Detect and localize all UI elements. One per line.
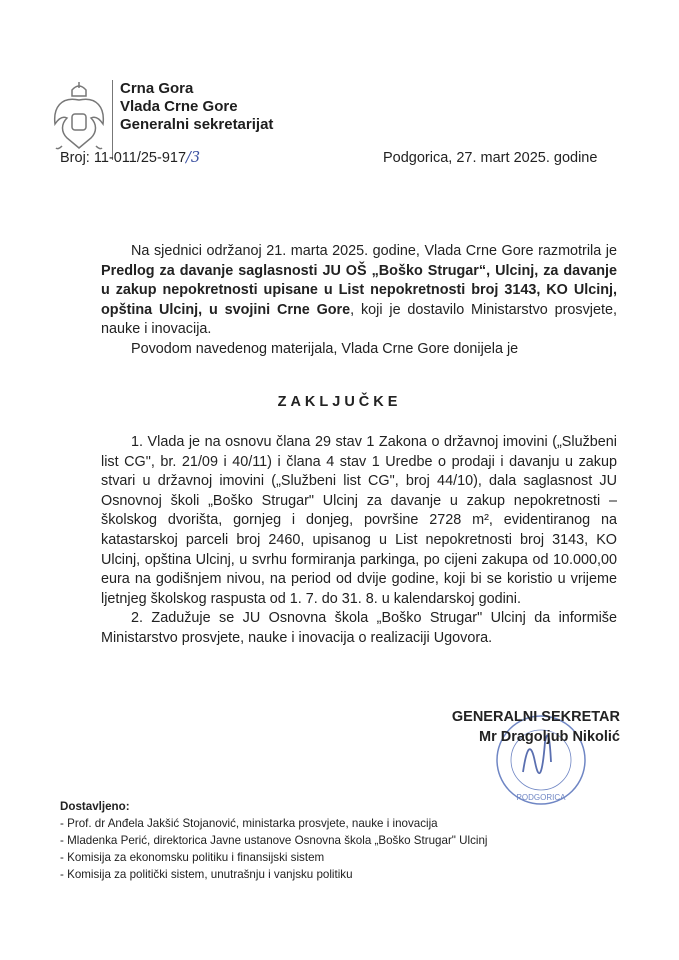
coat-of-arms-logo [52,80,106,156]
intro-text: Na sjednici održanoj 21. marta 2025. godine, Vlada Crne Gore razmotrila je [131,243,617,259]
handwritten-number: /3 [186,150,201,166]
signature-block [420,707,620,747]
conclusions-list [101,433,617,649]
header-divider [112,80,113,160]
intro-paragraph-2: Povodom navedenog materijala, Vlada Crne Gore donijela je [131,340,519,357]
svg-text:PODGORICA: PODGORICA [516,793,566,802]
number-label: Broj: 11-011/25-917 [60,150,187,166]
intro-paragraph [101,242,617,340]
distribution-item: - Mladenka Perić, direktorica Javne ustanove Osnovna škola „Boško Strugar" Ulcinj [60,832,488,849]
office-name: Generalni sekretarijat [120,116,274,133]
conclusions-title: ZAKLJUČKE [277,394,402,410]
signatory-title: GENERALNI SEKRETAR [451,709,620,725]
intro-text-end: , koji je dostavilo Ministarstvo prosvjete, nauke i inovacija. [101,301,617,338]
intro-bold-subject: Predlog za davanje saglasnosti JU OŠ „Boško Strugar“, Ulcinj, za davanje u zakup nepokretnosti upisane u List nepokretnosti broj 3143, KO Ulcinj, opština Ulcinj, u svojini Crne Gore [101,262,617,318]
letterhead [120,80,273,134]
signatory-name: Mr Dragoljub Nikolić [479,729,620,745]
document-number [60,150,200,166]
conclusion-item: 1. Vlada je na osnovu člana 29 stav 1 Zakona o državnoj imovini („Službeni list CG", br. 21/09 i 40/11) i člana 4 stav 1 Uredbe o prodaji i davanju u zakup stvari u državnoj imovini („Službeni list CG", broj 44/10), dala saglasnost JU Osnovnoj školi „Boško Strugar" Ulcinj za davanje u zakup nepokretnosti – školskog dvorišta, gornjeg i donjeg, površine 2728 m², evidentiranog na katastarskoj parceli broj 2460, upisanog u List nepokretnosti broj 3143, KO Ulcinj, opština Ulcinj, u svrhu formiranja parkinga, po cijeni zakupa od 10.000,00 eura na godišnjem nivou, na period od dvije godine, koji bi se koristio u vrijeme ljetnjeg školskog raspusta od 1. 7. do 31. 8. u kalendarskoj godini. [101,434,617,607]
government-name: Vlada Crne Gore [120,98,238,115]
distribution-list [60,798,488,883]
distribution-item: - Komisija za politički sistem, unutrašnju i vanjsku politiku [60,866,488,883]
country-name: Crna Gora [120,80,194,97]
distribution-item: - Prof. dr Anđela Jakšić Stojanović, ministarka prosvjete, nauke i inovacija [60,815,488,832]
intro-section [101,242,617,360]
document-date: Podgorica, 27. mart 2025. godine [383,150,598,166]
distribution-label: Dostavljeno: [60,800,130,813]
conclusion-item: 2. Zadužuje se JU Osnovna škola „Boško Strugar" Ulcinj da informiše Ministarstvo prosvjete, nauke i inovacija o realizaciji Ugovora. [101,610,617,646]
distribution-item: - Komisija za ekonomsku politiku i finansijski sistem [60,849,488,866]
